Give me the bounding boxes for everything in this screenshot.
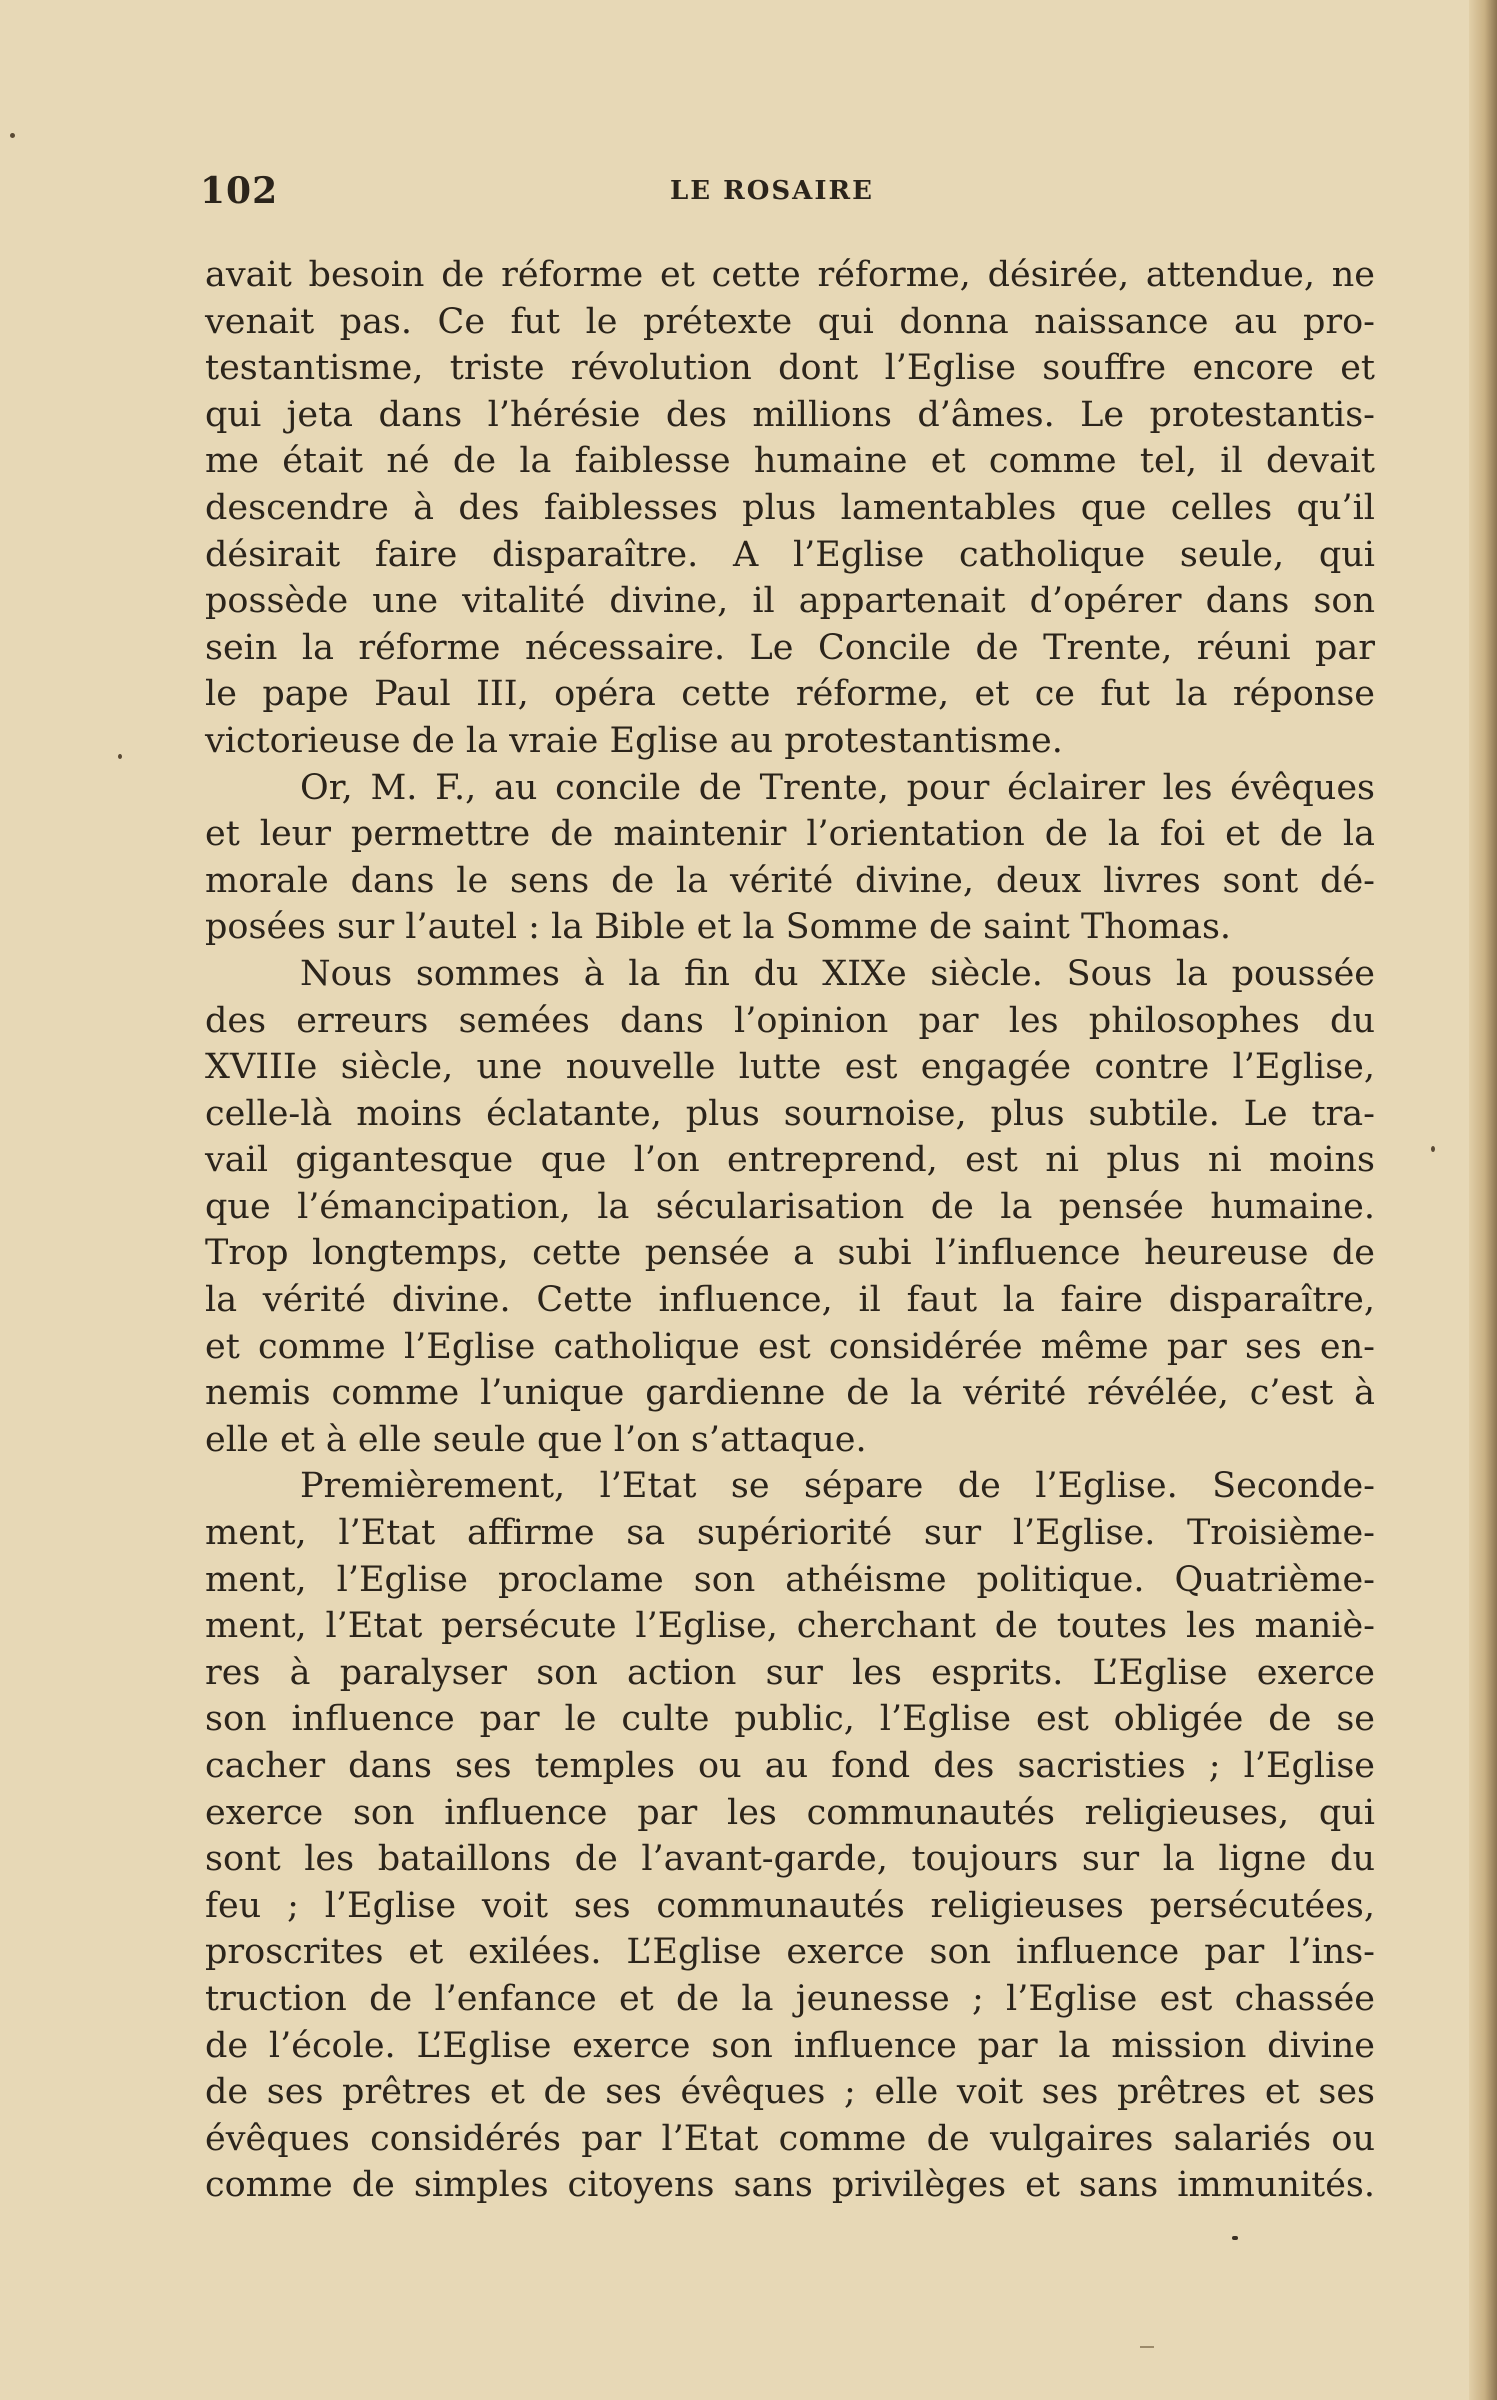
- text-line: de l’école. L’Eglise exerce son influence par la mission divine: [205, 2025, 1375, 2066]
- text-line: Nous sommes à la fin du XIXe siècle. Sous la poussée: [300, 953, 1375, 994]
- text-line: victorieuse de la vraie Eglise au protestantisme.: [205, 720, 1063, 761]
- text-line: comme de simples citoyens sans privilèges et sans immunités.: [205, 2165, 1375, 2206]
- text-line: son influence par le culte public, l’Eglise est obligée de se: [205, 1699, 1375, 1740]
- text-line: de ses prêtres et de ses évêques ; elle voit ses prêtres et ses: [205, 2072, 1375, 2113]
- text-line: ment, l’Etat affirme sa supériorité sur l’Eglise. Troisième-: [205, 1513, 1375, 1554]
- page-number: 102: [200, 170, 279, 212]
- text-line: testantisme, triste révolution dont l’Eglise souffre encore et: [205, 348, 1375, 389]
- text-line: truction de l’enfance et de la jeunesse ; l’Eglise est chassée: [205, 1978, 1375, 2019]
- text-line: res à paralyser son action sur les esprits. L’Eglise exerce: [205, 1652, 1375, 1693]
- text-line: morale dans le sens de la vérité divine, deux livres sont dé-: [205, 860, 1375, 901]
- text-line: et leur permettre de maintenir l’orientation de la foi et de la: [205, 814, 1375, 855]
- text-line: ment, l’Eglise proclame son athéisme politique. Quatrième-: [205, 1559, 1375, 1600]
- text-line: vail gigantesque que l’on entreprend, est ni plus ni moins: [205, 1140, 1375, 1181]
- text-line: me était né de la faiblesse humaine et comme tel, il devait: [205, 441, 1375, 482]
- text-line: la vérité divine. Cette influence, il faut la faire disparaître,: [205, 1280, 1375, 1321]
- text-line: Or, M. F., au concile de Trente, pour éclairer les évêques: [300, 767, 1375, 808]
- body-text: [205, 252, 1375, 2209]
- running-title: LE ROSAIRE: [670, 176, 874, 206]
- text-line: exerce son influence par les communautés religieuses, qui: [205, 1792, 1375, 1833]
- text-line: elle et à elle seule que l’on s’attaque.: [205, 1419, 867, 1460]
- text-line: qui jeta dans l’hérésie des millions d’âmes. Le protestantis-: [205, 394, 1375, 435]
- paper-speck: [1140, 2346, 1154, 2348]
- paper-speck: [10, 133, 15, 138]
- text-line: celle-là moins éclatante, plus sournoise, plus subtile. Le tra-: [205, 1093, 1375, 1134]
- text-line: XVIIIe siècle, une nouvelle lutte est engagée contre l’Eglise,: [205, 1047, 1375, 1088]
- text-line: Trop longtemps, cette pensée a subi l’influence heureuse de: [205, 1233, 1375, 1274]
- text-line: feu ; l’Eglise voit ses communautés religieuses persécutées,: [205, 1885, 1375, 1926]
- text-line: sont les bataillons de l’avant-garde, toujours sur la ligne du: [205, 1839, 1375, 1880]
- text-line: venait pas. Ce fut le prétexte qui donna naissance au pro-: [205, 301, 1375, 342]
- paper-speck: [1431, 1146, 1435, 1152]
- text-line: sein la réforme nécessaire. Le Concile de Trente, réuni par: [205, 627, 1375, 668]
- page-header: [200, 170, 1380, 220]
- text-line: et comme l’Eglise catholique est considérée même par ses en-: [205, 1326, 1375, 1367]
- text-line: nemis comme l’unique gardienne de la vérité révélée, c’est à: [205, 1373, 1375, 1414]
- paper-speck: [118, 754, 122, 759]
- text-line: ment, l’Etat persécute l’Eglise, cherchant de toutes les maniè-: [205, 1606, 1375, 1647]
- text-line: descendre à des faiblesses plus lamentables que celles qu’il: [205, 487, 1375, 528]
- text-line: désirait faire disparaître. A l’Eglise catholique seule, qui: [205, 534, 1375, 575]
- text-line: le pape Paul III, opéra cette réforme, et ce fut la réponse: [205, 674, 1375, 715]
- text-line: des erreurs semées dans l’opinion par les philosophes du: [205, 1000, 1375, 1041]
- text-line: Premièrement, l’Etat se sépare de l’Eglise. Seconde-: [300, 1466, 1375, 1507]
- text-line: posées sur l’autel : la Bible et la Somme de saint Thomas.: [205, 907, 1232, 948]
- text-line: que l’émancipation, la sécularisation de la pensée humaine.: [205, 1186, 1375, 1227]
- text-line: évêques considérés par l’Etat comme de vulgaires salariés ou: [205, 2118, 1375, 2159]
- text-line: possède une vitalité divine, il appartenait d’opérer dans son: [205, 581, 1375, 622]
- text-line: avait besoin de réforme et cette réforme, désirée, attendue, ne: [205, 255, 1375, 295]
- text-line: proscrites et exilées. L’Eglise exerce son influence par l’ins-: [205, 1932, 1375, 1973]
- page-edge: [1469, 0, 1497, 2400]
- text-line: cacher dans ses temples ou au fond des sacristies ; l’Eglise: [205, 1746, 1375, 1786]
- paper-speck: [1232, 2236, 1238, 2240]
